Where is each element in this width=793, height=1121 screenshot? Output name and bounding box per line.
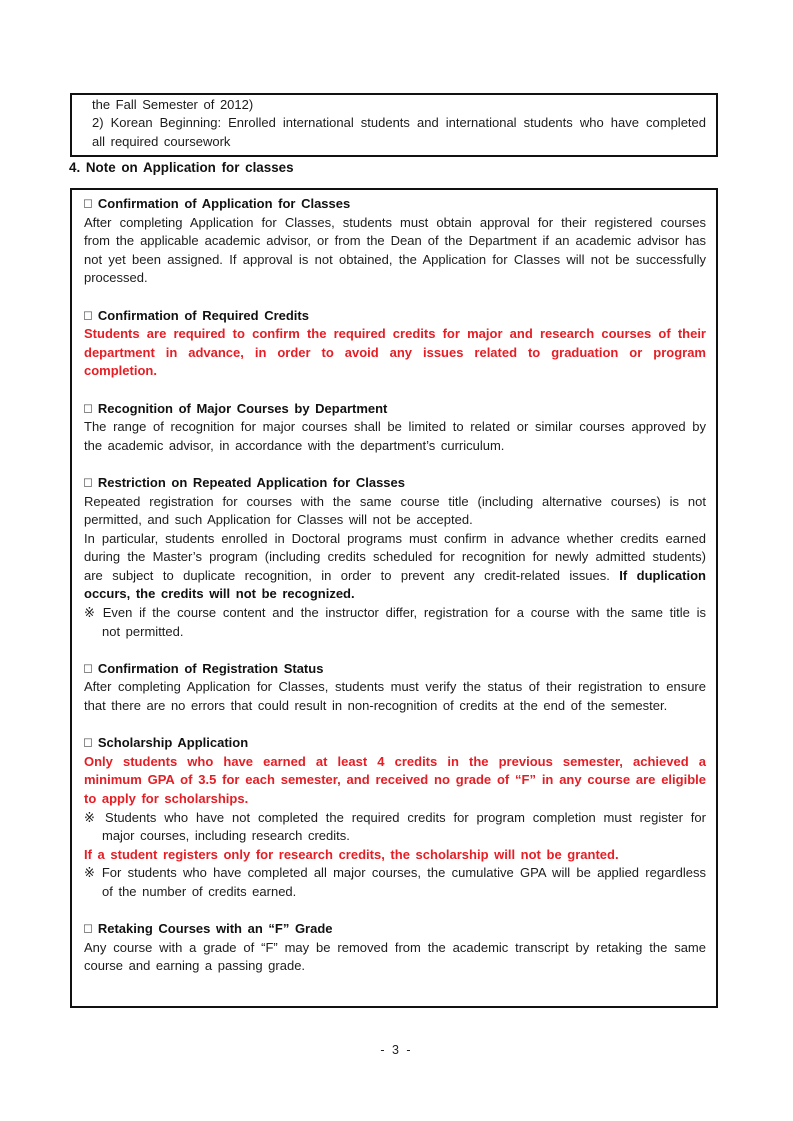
body-paragraph — [84, 939, 706, 976]
text-run: Only students who have earned at least 4 credits in the previous semester, achieved a minimum GPA of 3.5 for each semester, and received no grade of “F” in any course are eligible to apply for scholarships. — [84, 753, 706, 806]
note-section — [84, 660, 706, 716]
checkbox-icon: □ — [84, 195, 92, 211]
text-run: In particular, students enrolled in Doctoral programs must confirm in advance whether credits earned during the Master’s program (including credits scheduled for recognition for newly admitted students) are subject to duplicate recognition, in order to prevent any credit-related issues. — [84, 530, 706, 583]
body-paragraph — [84, 493, 706, 530]
body-paragraph — [84, 678, 706, 715]
checkbox-icon: □ — [84, 474, 92, 490]
body-paragraph — [84, 214, 706, 288]
note-section-title — [84, 400, 706, 419]
note-section-title-text: Confirmation of Required Credits — [97, 307, 309, 323]
checkbox-icon: □ — [84, 734, 92, 750]
text-run: Any course with a grade of “F” may be removed from the academic transcript by retaking the same course and earning a passing grade. — [84, 939, 706, 974]
note-section — [84, 195, 706, 288]
text-run: Students are required to confirm the required credits for major and research courses of their department in advance, in order to avoid any issues related to graduation or program completion. — [84, 326, 706, 379]
note-section-title-text: Scholarship Application — [97, 735, 249, 751]
note-section-title-text: Retaking Courses with an “F” Grade — [97, 921, 333, 937]
text-run: If a student registers only for research credits, the scholarship will not be granted. — [84, 846, 619, 862]
text-run: The range of recognition for major courses shall be limited to related or similar courses approved by the academic advisor, in accordance with the department’s curriculum. — [84, 419, 706, 453]
page-section-heading: 4. Note on Application for classes — [69, 160, 294, 175]
note-section — [84, 400, 706, 456]
body-paragraph — [84, 846, 706, 865]
top-box-line: 2) Korean Beginning: Enrolled international students and international students who have completed all required coursework — [92, 115, 706, 149]
note-section-title — [84, 307, 706, 326]
reference-mark-icon: ※ — [84, 605, 103, 621]
reference-mark-icon: ※ — [84, 865, 102, 881]
note-section — [84, 474, 706, 641]
note-section — [84, 307, 706, 381]
checkbox-icon: □ — [84, 307, 92, 323]
note-section-title — [84, 660, 706, 679]
text-run: Even if the course content and the instructor differ, registration for a course with the same title is not permitted. — [102, 605, 706, 639]
text-run: After completing Application for Classes, students must verify the status of their registration to ensure that there are no errors that could result in non-recognition of credits at the end of the semester. — [84, 679, 706, 714]
text-run: If duplication occurs, the credits will not be recognized. — [84, 567, 706, 602]
note-section-title — [84, 920, 706, 939]
checkbox-icon: □ — [84, 660, 92, 676]
text-run: After completing Application for Classes, students must obtain approval for their registered courses from the applicable academic advisor, or from the Dean of the Department if an academic advisor has not yet been assigned. If approval is not obtained, the Application for Classes will not be successfully processed. — [84, 214, 706, 286]
note-section-title-text: Recognition of Major Courses by Department — [97, 400, 388, 416]
note-section-title-text: Confirmation of Registration Status — [97, 660, 324, 676]
text-run: For students who have completed all major courses, the cumulative GPA will be applied regardless of the number of credits earned. — [101, 865, 706, 899]
note-section-title-text: Restriction on Repeated Application for Classes — [97, 474, 405, 490]
note-paragraph — [84, 604, 706, 641]
top-box-line: the Fall Semester of 2012) — [92, 97, 254, 112]
note-section-title — [84, 474, 706, 493]
body-paragraph — [84, 530, 706, 604]
checkbox-icon: □ — [84, 400, 92, 416]
note-section-title-text: Confirmation of Application for Classes — [97, 196, 351, 211]
top-box — [70, 93, 718, 157]
note-box — [70, 188, 718, 1008]
note-section — [84, 734, 706, 901]
note-section-title — [84, 195, 706, 214]
note-paragraph — [84, 864, 706, 901]
note-section-title — [84, 734, 706, 753]
note-section — [84, 920, 706, 976]
body-paragraph — [84, 418, 706, 455]
reference-mark-icon: ※ — [84, 809, 106, 825]
note-paragraph — [84, 809, 706, 846]
text-run: Repeated registration for courses with the same course title (including alternative courses) is not permitted, and such Application for Classes will not be accepted. — [84, 493, 706, 528]
body-paragraph — [84, 753, 706, 809]
body-paragraph — [84, 325, 706, 381]
checkbox-icon: □ — [84, 920, 92, 936]
page-number: - 3 - — [380, 1043, 413, 1057]
text-run: Students who have not completed the required credits for program completion must register for major courses, including research credits. — [102, 809, 706, 844]
